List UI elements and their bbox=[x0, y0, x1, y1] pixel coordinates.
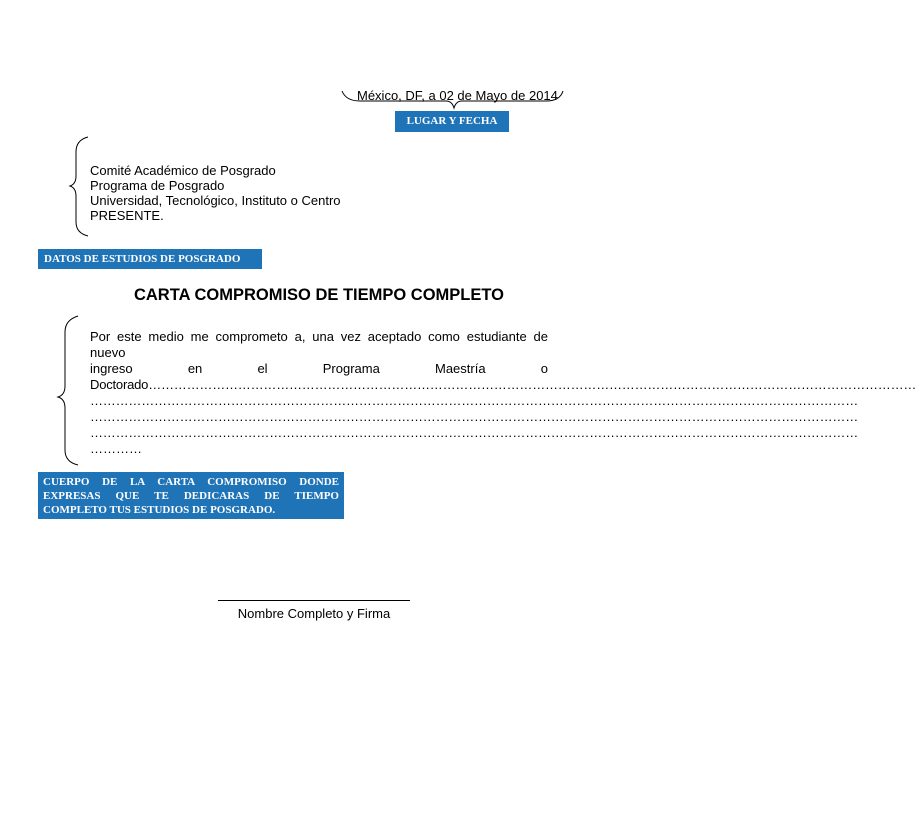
body-word: Maestría bbox=[435, 361, 486, 376]
dot-line: ……………………………………………………………………………………………………………………………………………………………… bbox=[90, 425, 859, 440]
dot-line: ……………………………………………………………………………………………………………………………………………………………… bbox=[90, 393, 859, 408]
body-line-2 bbox=[90, 361, 548, 377]
body-line-3 bbox=[90, 377, 916, 393]
recipient-line: PRESENTE. bbox=[90, 208, 164, 223]
body-word: o bbox=[540, 361, 548, 376]
recipient-tag: DATOS DE ESTUDIOS DE POSGRADO bbox=[38, 249, 262, 269]
dot-fill: ……………………………………………………………………………………………………………………………………………………………… bbox=[148, 377, 916, 392]
dot-line: ……………………………………………………………………………………………………………………………………………………………… bbox=[90, 409, 859, 424]
recipient-line: Universidad, Tecnológico, Instituto o Centro bbox=[90, 193, 341, 208]
signature-line bbox=[218, 600, 410, 601]
signature-label: Nombre Completo y Firma bbox=[237, 606, 391, 621]
recipient-line: Programa de Posgrado bbox=[90, 178, 225, 193]
body-word: el bbox=[257, 361, 268, 376]
body-word: en bbox=[187, 361, 203, 376]
body-line-3-prefix: Doctorado bbox=[90, 377, 149, 392]
letter-title: CARTA COMPROMISO DE TIEMPO COMPLETO bbox=[133, 286, 505, 304]
body-brace bbox=[58, 316, 78, 465]
recipient-block bbox=[90, 163, 341, 223]
dot-line-last: ………… bbox=[90, 441, 142, 456]
recipient-line: Comité Académico de Posgrado bbox=[90, 163, 276, 178]
body-word: ingreso bbox=[90, 361, 133, 376]
body-word: Programa bbox=[322, 361, 380, 376]
body-line-1: Por este medio me comprometo a, una vez aceptado como estudiante de nuevo bbox=[90, 329, 548, 360]
date-tag: LUGAR Y FECHA bbox=[395, 111, 509, 132]
body-tag: CUERPO DE LA CARTA COMPROMISO DONDE EXPRESAS QUE TE DEDICARAS DE TIEMPO COMPLETO TUS ESTUDIOS DE POSGRADO. bbox=[38, 472, 344, 519]
letter-body bbox=[90, 329, 916, 457]
recipient-brace bbox=[70, 137, 88, 236]
date-line: México, DF, a 02 de Mayo de 2014 bbox=[357, 88, 558, 103]
